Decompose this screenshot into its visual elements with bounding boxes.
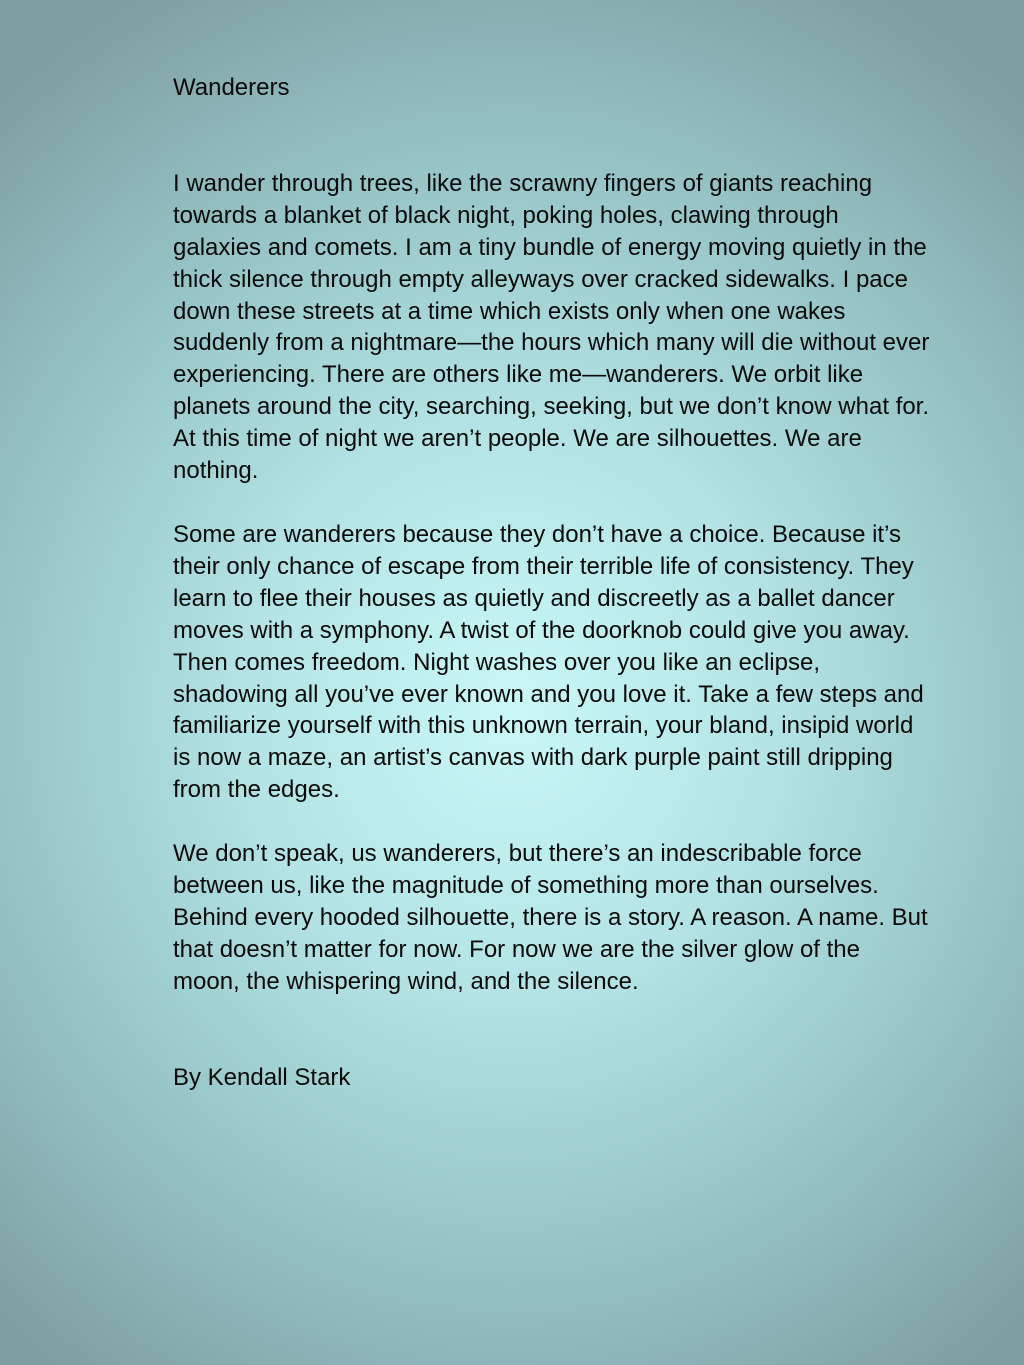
author-byline: By Kendall Stark	[173, 1063, 351, 1091]
spacer	[173, 998, 933, 1062]
document-title: Wanderers	[173, 74, 290, 101]
paragraph-2: Some are wanderers because they don’t have a choice. Because it’s their only chance of escape from their terrible life of consistency. They learn to flee their houses as quietly and discreetly as a ballet dancer moves with a symphony. A twist of the doorknob could give you away. Then comes freedom. Night washes over you like an eclipse, shadowing all you’ve ever known and you love it. Take a few steps and familiarize yourself with this unknown terrain, your bland, insipid world is now a maze, an artist’s canvas with dark purple paint still dripping from the edges.	[173, 520, 924, 804]
spacer	[173, 806, 933, 838]
spacer	[173, 104, 933, 168]
paragraph-3: We don’t speak, us wanderers, but there’s an indescribable force between us, like the magnitude of something more than ourselves. Behind every hooded silhouette, there is a story. A reason. A name. But that doesn’t matter for now. For now we are the silver glow of the moon, the whispering wind, and the silence.	[173, 840, 928, 995]
document-body	[173, 72, 933, 1094]
spacer	[173, 487, 933, 519]
paragraph-1: I wander through trees, like the scrawny fingers of giants reaching towards a blanket of black night, poking holes, clawing through galaxies and comets. I am a tiny bundle of energy moving quietly in the thick silence through empty alleyways over cracked sidewalks. I pace down these streets at a time which exists only when one wakes suddenly from a nightmare—the hours which many will die without ever experiencing. There are others like me—wanderers. We orbit like planets around the city, searching, seeking, but we don’t know what for. At this time of night we aren’t people. We are silhouettes. We are nothing.	[173, 169, 930, 485]
